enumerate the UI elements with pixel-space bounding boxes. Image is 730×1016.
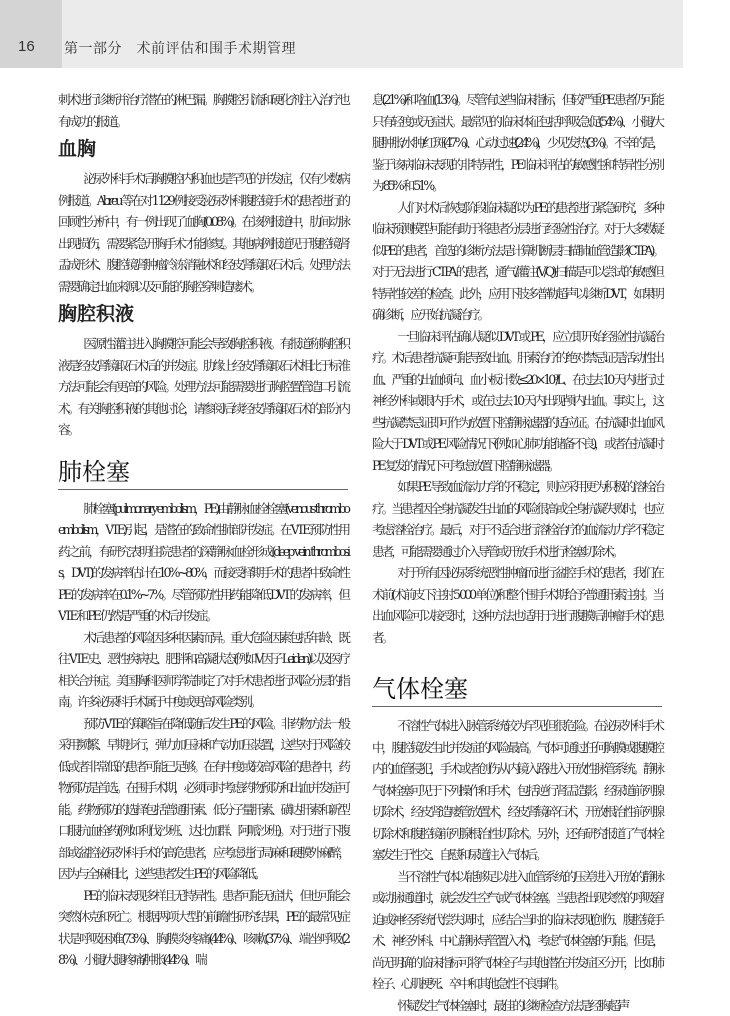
header-tab [0,0,62,68]
section-heading-hemothorax: 血胸 [58,136,348,162]
paragraph: 如果 PE 导致血流动力学的不稳定，则应采用更为积极的溶栓治疗。当患者因全身抗凝发生出血的风险很高或全身抗凝失败时，也应考虑溶栓治疗。最后，对于不适合进行溶栓治疗的血流动力学不稳定患者，可能需要通过介入导管或开放手术进行栓塞切除术。 [372,476,662,562]
paragraph: 一旦临床评估确认疑似 DVT 或 PE，应立即开始经验性抗凝治疗。术后患者抗凝可能导致出血。肝素治疗的绝对禁忌证是活动性出血、严重的出血倾向、血小板计数≤20×10⁹/L、在过去 10 天内进行过神经外科或眼内手术，或在过去 10 天内出现颅内出血。事实上，这些抗凝禁忌证即可作为放置下腔静脉滤器的适应证。在抗凝时出血风险大于 DVT 或 PE 风险情况下(例如心肺功能储备不良)，或者在抗凝时 PE 复发的情况下可考虑放置下腔静脉滤器。 [372,326,662,477]
paragraph: 当不溶性气体以能够足以进入血管系统的压差进入开放的静脉或动脉通道时，就会发生空气或气体栓塞。当患者出现突然的呼吸窘迫或神经系统代偿失调时，应结合当时的临床表现(创伤、腹腔镜手术、神经外科、中心静脉导管置入术)，考虑气体栓塞的可能。但是，尚无明确的临床指标可将气体栓子与其他潜在并发症区分开，比如肺栓子、心肌梗死、卒中和其他急性不良事件。 [372,866,662,995]
paragraph: 对于所有因泌尿系统恶性肿瘤而进行盆腔手术的患者，我们在术前(术前皮下注射 5 000 单位)和整个围手术期给予普通肝素注射。当出血风险可以接受时，这种方法也适用于进行腹膜后肿瘤手术的患者。 [372,562,662,648]
section-heading-gas-embolism: 气体栓塞 [372,674,662,707]
left-column [58,89,348,971]
right-column [372,89,662,1016]
paragraph: 怀疑发生气体栓塞时，最佳的诊断检查方法是经胸超声 [372,995,662,1016]
paragraph: 泌尿外科手术后胸膜腔内积血也是罕见的并发症，仅有少数病例报道。Abreu 等在对 1 129 例接受泌尿外科腹腔镜手术的患者进行的回顾性分析中，有一例出现了血胸(0.08%)。在该例报道中，肋间动脉出现损伤，需要紧急开胸手术才能修复。其他病例报道见于腹腔镜肾盂成形术、腹腔镜肾肿瘤冷冻消融术和经皮肾镜取石术后。处理方法需要确定出血来源以及可能的胸腔穿刺造瘘术。 [58,168,348,297]
paragraph: 人们对术后恢复阶段临床疑似为 PE 的患者进行紧急研究，多种临床预测模型可能有助于将患者分层进行经验性治疗。对于大多数疑似 PE 的患者，首选的诊断方法是计算机断层扫描肺血管造影(CTPA)。对于无法进行 CTPA 的患者，通气/灌注(V/Q)扫描是可以尝试的敏感但特异性较差的检查。此外，应用下肢多普勒超声以诊断 DVT，如果明确诊断，应开始抗凝治疗。 [372,197,662,326]
paragraph: 医源性灌注进入胸膜腔可能会导致胸腔积液。有报道称胸腔积液是经皮肾镜取石术后的并发症。肋缘上经皮肾镜取石术相比于标准方法可能会有更高的风险。处理方法可能需要进行胸腔置管造口引流术。有关胸腔积液的其他讨论，请参阅后续经皮肾镜取石术的部分内容。 [58,333,348,441]
paragraph: 肺栓塞(pulmonary embolism，PE)由静脉血栓栓塞(venous thromboembolism，VTE)引起，是潜在的致命性肺部并发症。在 VTE 预防性用药之前，有研究表明住院患者的深静脉血栓形成(deep vein thrombosis，DVT)的发病率估计在10%~80%，而接受择期手术的患者中致命性 PE 的发病率在0.1%~7%。尽管预防性用药能降低 DVT 的发病率，但 VTE 和 PE 仍然是严重的术后并发症。 [58,498,348,627]
section-heading-pulmonary-embolism: 肺栓塞 [58,457,348,490]
paragraph: PE 的临床表现多样且无特异性。患者可能无症状，但也可能会突然休克和死亡。根据两项大型的前瞻性研究结果，PE 的最常见症状是呼吸困难(73%)、胸膜炎疼痛(44%)、咳嗽(37%)、端坐呼吸(28%)、小腿/大腿疼痛/肿胀(44%)、喘 [58,885,348,971]
paragraph: 不溶性气体进入脉管系统较为罕见但很危险。在泌尿外科手术中，腹腔镜发生此并发症的风险最高。气体可通过任何胸膜或腹膜腔内的血管侵犯，手术或者创伤从内镜入路进入开放性脉管系统。静脉气体栓塞可见于下列操作和手术，包括逆行肾盂造影，经尿道前列腺切除术，经皮肾造瘘管放置术，经皮肾镜碎石术，开放根治性前列腺切除术和腹腔镜前列腺根治性切除术。另外，还有研究报道了气体栓塞发生于性交、自慰和尿道注入气体后。 [372,715,662,866]
running-title: 第一部分 术前评估和围手术期管理 [64,38,296,58]
paragraph: 术后患者的风险因多种因素而异。重大危险因素包括年龄、既往 VTE 史、恶性疾病史、肥胖和高凝状态(例如Ⅴ因子 Leiden)以及医疗相关合并症。美国胸科医师学院制定了对手术患者进行风险分层的指南。许多泌尿科手术属于中度或更高风险类别。 [58,627,348,713]
paragraph: 预防 VTE 的策略旨在降低随后发生 PE 的风险。非药物方法一般采用频繁、早期步行，弹力加压袜和气动加压装置，这些对于风险较低或者非常低的患者可能已足够。在有中度或较高风险的患者中，药物预防是首选。在围手术期，必须同时考虑药物预防和出血并发症可能。药物预防的选择包括普通肝素、低分子量肝素、磺达肝素和新型口服抗血栓药(例如利伐沙班、达比加群、阿哌沙班)。对于进行下腹部或盆腔泌尿外科手术的高危患者，应考虑进行局麻和硬膜外麻醉，因为与全麻相比，这些患者发生 PE 的风险降低。 [58,713,348,885]
paragraph: 息(21%)和咯血(13%)。尽管有这些临床指标，但较严重 PE 患者仍可能只有轻度或无症状。最常见的临床体征包括呼吸急促(54%)、小腿/大腿肿胀/水肿/红斑(47%)、心动过速(24%)，少见发热(3%)。不幸的是，鉴于该病临床表现的非特异性，PE 临床评估的敏感性和特异性分别为 85% 和 51%。 [372,89,662,197]
paragraph: 刺术进行诊断并治疗潜在的淋巴漏。胸膜腔引流和硬化剂注入治疗也有成功的报道。 [58,89,348,132]
page-number: 16 [18,38,35,55]
section-heading-pleural-effusion: 胸腔积液 [58,301,348,327]
